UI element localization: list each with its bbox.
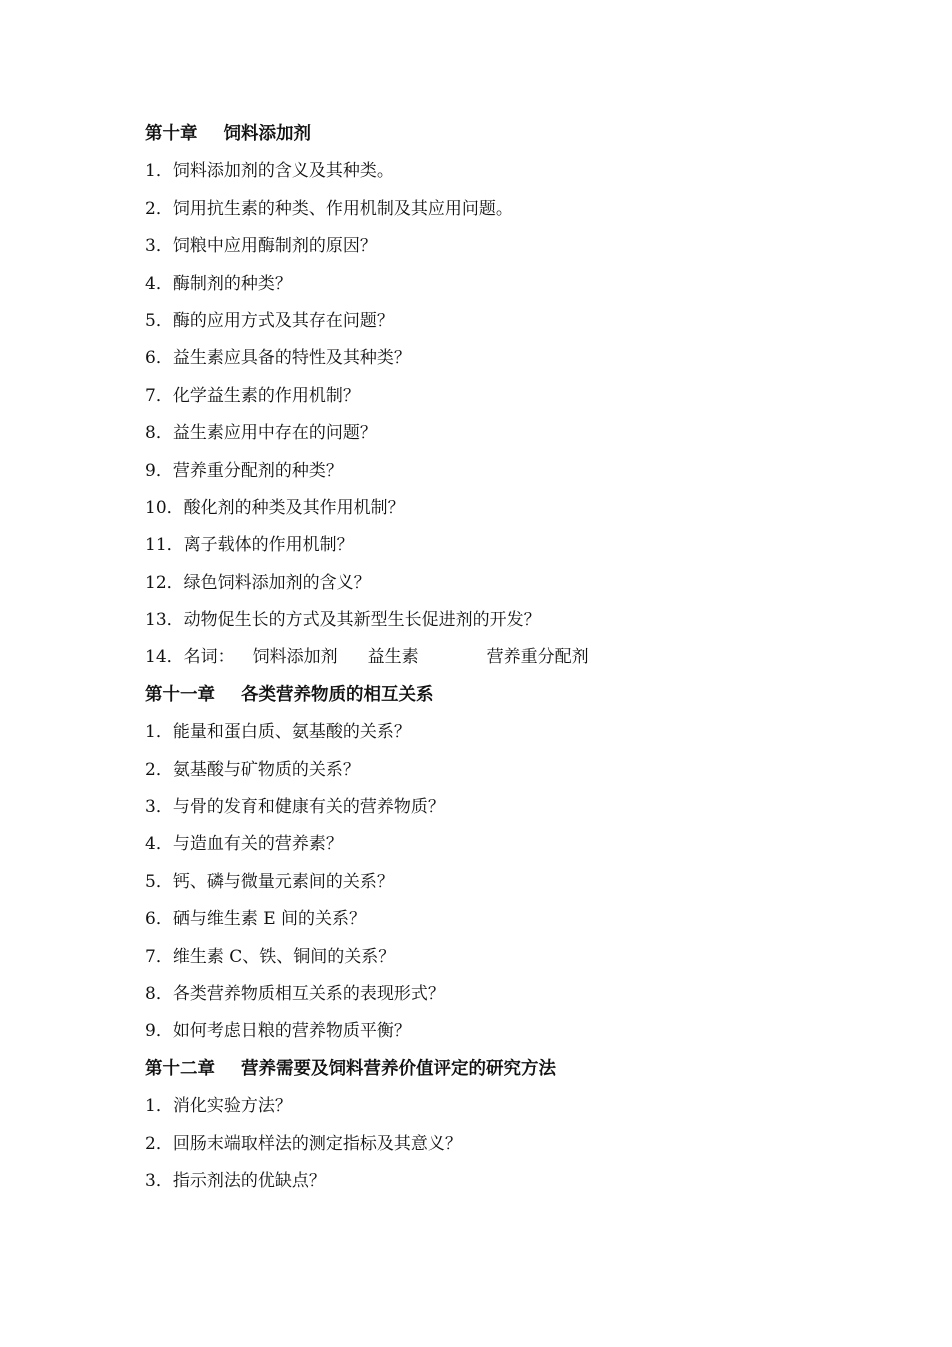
list-item: 4．与造血有关的营养素？ <box>145 834 343 855</box>
document-page <box>145 122 905 1206</box>
term: 饲料添加剂 <box>252 647 338 668</box>
chapter-number: 第十一章 <box>145 684 215 705</box>
list-item: 2．氨基酸与矿物质的关系？ <box>145 759 360 780</box>
list-item: 4．酶制剂的种类？ <box>145 273 292 294</box>
list-item: 9．营养重分配剂的种类？ <box>145 460 343 481</box>
list-item: 5．酶的应用方式及其存在问题？ <box>145 310 394 331</box>
list-item: 1．饲料添加剂的含义及其种类。 <box>145 161 394 182</box>
list-item: 9．如何考虑日粮的营养物质平衡？ <box>145 1021 411 1042</box>
list-item: 1．能量和蛋白质、氨基酸的关系？ <box>145 722 411 743</box>
list-item: 2．饲用抗生素的种类、作用机制及其应用问题。 <box>145 198 513 219</box>
chapter-heading <box>145 1057 905 1094</box>
chapter-title: 饲料添加剂 <box>223 124 311 144</box>
chapter-title: 各类营养物质的相互关系 <box>241 684 434 705</box>
list-item: 11．离子载体的作用机制？ <box>145 535 354 556</box>
terms-label: 14．名词： <box>145 647 235 668</box>
chapter-heading <box>145 683 905 720</box>
list-item: 5．钙、磷与微量元素间的关系？ <box>145 871 394 892</box>
term: 益生素 <box>367 647 419 668</box>
term: 营养重分配剂 <box>486 647 589 668</box>
list-item: 3．指示剂法的优缺点？ <box>145 1170 326 1191</box>
list-item: 13．动物促生长的方式及其新型生长促进剂的开发？ <box>145 610 541 631</box>
list-item: 7．化学益生素的作用机制？ <box>145 385 360 406</box>
list-item: 7．维生素 C、铁、铜间的关系？ <box>145 946 396 967</box>
list-item: 12．绿色饲料添加剂的含义？ <box>145 572 371 593</box>
chapter-number: 第十二章 <box>145 1058 215 1079</box>
list-item: 2．回肠末端取样法的测定指标及其意义？ <box>145 1133 462 1154</box>
list-item: 1．消化实验方法？ <box>145 1096 292 1117</box>
list-item: 6．益生素应具备的特性及其种类？ <box>145 348 411 369</box>
list-item: 3．饲粮中应用酶制剂的原因？ <box>145 236 377 257</box>
list-item: 10．酸化剂的种类及其作用机制？ <box>145 497 405 518</box>
chapter-heading <box>145 122 905 159</box>
chapter-title: 营养需要及饲料营养价值评定的研究方法 <box>241 1058 556 1079</box>
list-item: 3．与骨的发育和健康有关的营养物质？ <box>145 797 445 818</box>
list-item: 8．各类营养物质相互关系的表现形式？ <box>145 983 445 1004</box>
list-item: 8．益生素应用中存在的问题？ <box>145 423 377 444</box>
list-item: 6．硒与维生素 E 间的关系？ <box>145 909 367 930</box>
terms-item <box>145 645 905 682</box>
chapter-number: 第十章 <box>145 124 198 144</box>
